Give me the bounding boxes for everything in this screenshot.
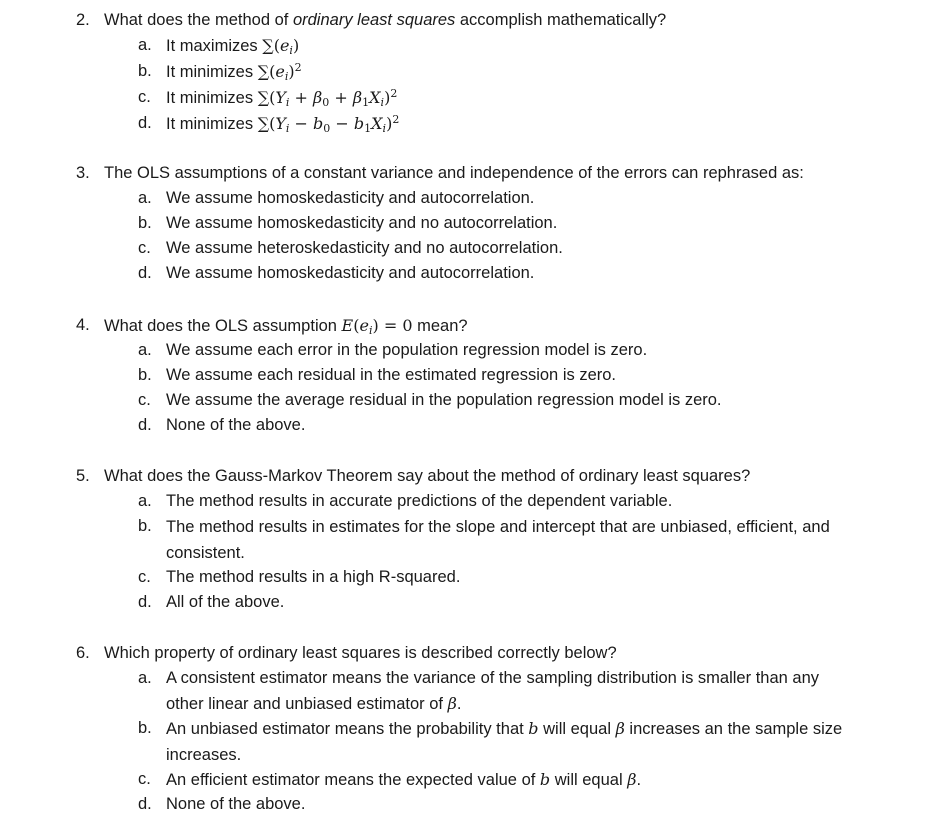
- option-letter: b.: [138, 719, 152, 737]
- question-number: 6.: [76, 644, 90, 662]
- option-letter: b.: [138, 62, 152, 80]
- question-number: 5.: [76, 467, 90, 485]
- option-letter: d.: [138, 416, 152, 434]
- option-letter: c.: [138, 239, 151, 257]
- question-6: [0, 641, 927, 817]
- option-b[interactable]: [0, 514, 927, 565]
- option-text: We assume each error in the population regression model is zero.: [166, 341, 648, 359]
- option-formula: $\sum(Y_i - b_0 - b_1X_i)^2$: [257, 113, 400, 135]
- option-letter: c.: [138, 770, 151, 788]
- option-letter: a.: [138, 36, 152, 54]
- question-4-stem: [0, 313, 927, 338]
- option-c[interactable]: [0, 388, 927, 413]
- option-text: An unbiased estimator means the probability that: [166, 720, 529, 738]
- beta-symbol: β: [447, 694, 457, 713]
- question-2: [0, 8, 927, 137]
- question-number: 2.: [76, 11, 90, 29]
- option-text: We assume each residual in the estimated regression is zero.: [166, 366, 616, 384]
- option-letter: a.: [138, 492, 152, 510]
- b-symbol: b: [528, 719, 539, 738]
- option-a[interactable]: [0, 489, 927, 514]
- beta-symbol: β: [615, 719, 625, 738]
- option-text: All of the above.: [166, 593, 285, 611]
- option-formula: $\sum(Y_i + \beta_0 + \beta_1X_i)^2$: [257, 87, 398, 109]
- option-text-end: .: [636, 771, 642, 789]
- question-5: [0, 464, 927, 615]
- option-letter: b.: [138, 214, 152, 232]
- option-letter: c.: [138, 88, 151, 106]
- question-5-stem: [0, 464, 927, 489]
- option-text: None of the above.: [166, 416, 306, 434]
- question-text: What does the Gauss-Markov Theorem say about the method of ordinary least squares?: [104, 467, 751, 485]
- option-letter: d.: [138, 114, 152, 132]
- option-text: The method results in a high R-squared.: [166, 568, 461, 586]
- option-d[interactable]: [0, 792, 927, 817]
- option-b[interactable]: [0, 716, 927, 767]
- option-letter: c.: [138, 391, 151, 409]
- option-b[interactable]: [0, 211, 927, 236]
- question-number: 4.: [76, 316, 90, 334]
- b-symbol: b: [539, 770, 551, 789]
- option-letter: d.: [138, 593, 152, 611]
- option-letter: b.: [138, 366, 152, 384]
- option-text: None of the above.: [166, 795, 306, 813]
- question-2-stem: [0, 8, 927, 33]
- option-text: An efficient estimator means the expected value of: [166, 771, 540, 789]
- option-letter: a.: [138, 341, 152, 359]
- beta-symbol: β: [627, 770, 637, 789]
- option-formula: $\sum(e_i)^2$: [257, 61, 302, 83]
- option-text-mid: will equal: [538, 720, 616, 738]
- question-4: [0, 313, 927, 438]
- option-a[interactable]: [0, 666, 927, 716]
- option-d[interactable]: [0, 413, 927, 438]
- option-b[interactable]: [0, 59, 927, 85]
- option-text-end: increases an the sample size increases.: [166, 720, 843, 764]
- option-letter: a.: [138, 189, 152, 207]
- option-letter: a.: [138, 669, 152, 687]
- option-a[interactable]: [0, 33, 927, 59]
- option-d[interactable]: [0, 111, 927, 137]
- option-letter: c.: [138, 568, 151, 586]
- option-a[interactable]: [0, 338, 927, 363]
- option-formula: $\sum(e_i)$: [262, 36, 300, 57]
- option-d[interactable]: [0, 261, 927, 286]
- option-text: We assume homoskedasticity and autocorrelation.: [166, 189, 535, 207]
- question-3-stem: [0, 161, 927, 186]
- option-d[interactable]: [0, 590, 927, 615]
- option-text: We assume homoskedasticity and autocorrelation.: [166, 264, 535, 282]
- option-text: It minimizes: [166, 89, 254, 107]
- question-6-stem: [0, 641, 927, 666]
- option-text: It minimizes: [166, 63, 254, 81]
- option-c[interactable]: [0, 85, 927, 111]
- option-text: It maximizes: [166, 37, 258, 55]
- question-formula: $E(e_i) = 0$: [341, 316, 413, 337]
- option-c[interactable]: [0, 565, 927, 590]
- question-3: [0, 161, 927, 286]
- option-c[interactable]: [0, 767, 927, 792]
- option-text: The method results in accurate predictions of the dependent variable.: [166, 492, 673, 510]
- option-text: It minimizes: [166, 115, 254, 133]
- option-a[interactable]: [0, 186, 927, 211]
- question-text: What does the OLS assumption: [104, 317, 342, 335]
- question-text-end: accomplish mathematically?: [455, 11, 667, 29]
- option-letter: b.: [138, 517, 152, 535]
- option-text-mid: will equal: [550, 771, 628, 789]
- option-text: A consistent estimator means the variance of the sampling distribution is smaller than any other linear and unbiased estimator of: [166, 669, 819, 713]
- option-letter: d.: [138, 264, 152, 282]
- question-number: 3.: [76, 164, 90, 182]
- option-b[interactable]: [0, 363, 927, 388]
- option-text: We assume the average residual in the population regression model is zero.: [166, 391, 722, 409]
- question-text: The OLS assumptions of a constant variance and independence of the errors can rephrased as:: [104, 164, 804, 182]
- option-text-end: .: [456, 695, 462, 713]
- question-text: What does the method of: [104, 11, 293, 29]
- question-emphasis: ordinary least squares: [292, 11, 456, 29]
- question-text-end: mean?: [412, 317, 468, 335]
- option-text: The method results in estimates for the slope and intercept that are unbiased, efficient, and consistent.: [166, 518, 830, 562]
- option-text: We assume homoskedasticity and no autocorrelation.: [166, 214, 558, 232]
- question-text: Which property of ordinary least squares is described correctly below?: [104, 644, 617, 662]
- option-text: We assume heteroskedasticity and no autocorrelation.: [166, 239, 563, 257]
- option-letter: d.: [138, 795, 152, 813]
- option-c[interactable]: [0, 236, 927, 261]
